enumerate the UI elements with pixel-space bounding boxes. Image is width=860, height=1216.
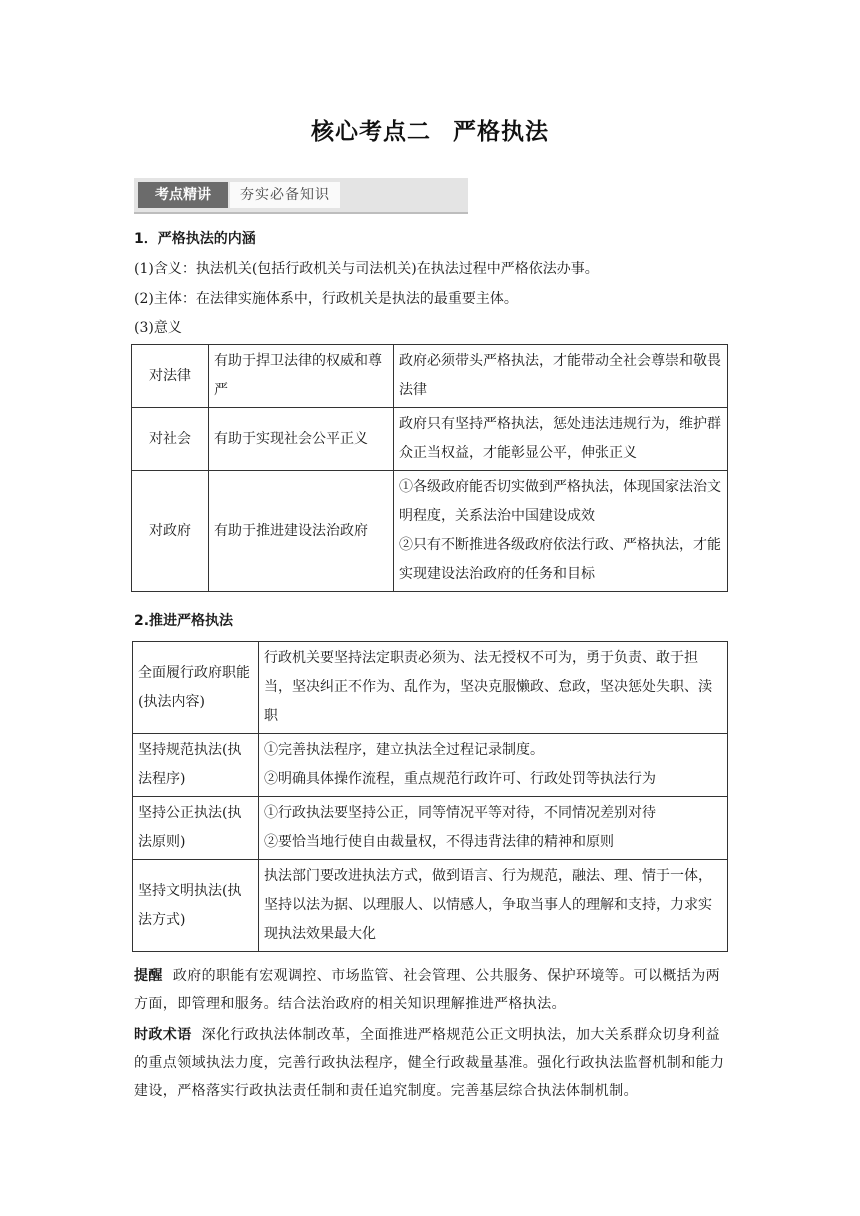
table-cell: 有助于实现社会公平正义 <box>209 408 394 471</box>
table-cell: 坚持文明执法(执法方式) <box>133 860 259 952</box>
table-cell: 坚持公正执法(执法原则) <box>133 797 259 860</box>
enforcement-table <box>132 641 728 952</box>
cell-line: ②明确具体操作流程，重点规范行政许可、行政处罚等执法行为 <box>264 771 656 787</box>
cell-line: ①各级政府能否切实做到严格执法，体现国家法治文明程度，关系法治中国建设成效 <box>399 479 721 524</box>
tip-label: 提醒 <box>134 968 163 984</box>
title-part2: 严格执法 <box>453 119 549 145</box>
term-text: 深化行政执法体制改革，全面推进严格规范公正文明执法，加大关系群众切身利益的重点领域执法力度，完善行政执法程序，健全行政裁量基准。强化行政执法监督机制和能力建设，严格落实行政执法责任制和责任追究制度。完善基层综合执法体制机制。 <box>134 1027 725 1099</box>
table-cell: 坚持规范执法(执法程序) <box>133 734 259 797</box>
banner-label-dark: 考点精讲 <box>138 182 228 208</box>
tip-note <box>134 962 734 1018</box>
table-row <box>132 471 728 592</box>
section-banner <box>134 178 468 214</box>
table-cell: 对法律 <box>132 345 209 408</box>
table-cell: 有助于捍卫法律的权威和尊严 <box>209 345 394 408</box>
section1-item1: (1)含义：执法机关(包括行政机关与司法机关)在执法过程中严格依法办事。 <box>134 261 599 277</box>
section2-heading: 2.推进严格执法 <box>134 613 234 629</box>
term-note <box>134 1021 734 1105</box>
table-cell: 执法部门要改进执法方式，做到语言、行为规范，融法、理、情于一体，坚持以法为据、以理服人、以情感人，争取当事人的理解和支持，力求实现执法效果最大化 <box>259 860 728 952</box>
banner-label-light: 夯实必备知识 <box>230 182 340 208</box>
cell-line: ①完善执法程序，建立执法全过程记录制度。 <box>264 742 544 758</box>
table-row <box>132 345 728 408</box>
table-row <box>133 797 728 860</box>
section1-item3: (3)意义 <box>134 320 182 336</box>
tip-text: 政府的职能有宏观调控、市场监管、社会管理、公共服务、保护环境等。可以概括为两方面，即管理和服务。结合法治政府的相关知识理解推进严格执法。 <box>134 968 721 1012</box>
table-row <box>132 408 728 471</box>
table-cell <box>394 471 728 592</box>
title-part1: 核心考点二 <box>311 119 431 145</box>
table-row <box>133 642 728 734</box>
section1-item2: (2)主体：在法律实施体系中，行政机关是执法的最重要主体。 <box>134 291 518 307</box>
table-cell: 对政府 <box>132 471 209 592</box>
table-cell: 政府只有坚持严格执法，惩处违法违规行为，维护群众正当权益，才能彰显公平，伸张正义 <box>394 408 728 471</box>
cell-line: ①行政执法要坚持公正，同等情况平等对待，不同情况差别对待 <box>264 805 656 821</box>
table-cell: 对社会 <box>132 408 209 471</box>
table-cell: 全面履行政府职能(执法内容) <box>133 642 259 734</box>
cell-line: ②要恰当地行使自由裁量权，不得违背法律的精神和原则 <box>264 834 614 850</box>
term-label: 时政术语 <box>134 1027 192 1043</box>
table-cell: 行政机关要坚持法定职责必须为、法无授权不可为，勇于负责、敢于担当，坚决纠正不作为、乱作为，坚决克服懒政、怠政，坚决惩处失职、渎职 <box>259 642 728 734</box>
significance-table <box>131 344 728 592</box>
table-row <box>133 734 728 797</box>
cell-line: ②只有不断推进各级政府依法行政、严格执法，才能实现建设法治政府的任务和目标 <box>399 537 721 582</box>
table-cell <box>259 734 728 797</box>
page-title <box>0 113 860 146</box>
section1-heading: 1．严格执法的内涵 <box>134 231 256 247</box>
table-cell <box>259 797 728 860</box>
table-cell: 政府必须带头严格执法，才能带动全社会尊崇和敬畏法律 <box>394 345 728 408</box>
table-row <box>133 860 728 952</box>
table-cell: 有助于推进建设法治政府 <box>209 471 394 592</box>
